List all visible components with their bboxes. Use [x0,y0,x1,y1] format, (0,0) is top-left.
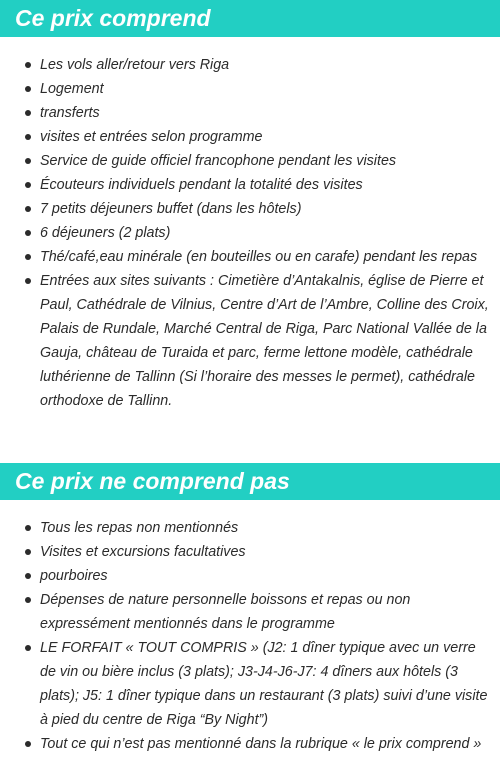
bullet-icon [25,741,31,747]
list-item [0,269,500,413]
bullet-icon [25,549,31,555]
list-item-text: Entrées aux sites suivants : Cimetière d’Antakalnis, église de Pierre et Paul, Cathédrale de Vilnius, Centre d’Art de l’Ambre, Colline des Croix, Palais de Rundale, Marché Central de Riga, Parc National Vallée de la Gauja, château de Turaida et parc, ferme lettone modèle, cathédrale luthérienne de Tallinn (Si l’horaire des messes le permet), cathédrale orthodoxe de Tallinn. [40,273,489,409]
list-item-text: Dépenses de nature personnelle boissons et repas ou non expressément mentionnés dans le programme [40,592,411,632]
list-item-text: Service de guide officiel francophone pendant les visites [40,153,397,169]
bullet-icon [25,134,31,140]
included-title-text: Ce prix comprend [15,5,211,31]
list-item-text: Les vols aller/retour vers Riga [40,57,230,73]
bullet-icon [25,182,31,188]
bullet-icon [25,597,31,603]
list-item [0,516,500,540]
list-item-text: Tout ce qui n’est pas mentionné dans la rubrique « le prix comprend » [40,736,482,752]
list-item [0,197,500,221]
excluded-list [0,516,500,756]
excluded-section-title [0,463,500,500]
list-item-text: pourboires [40,568,108,584]
list-item [0,588,500,636]
list-item-text: Écouteurs individuels pendant la totalité des visites [40,177,363,193]
list-item-text: Logement [40,81,104,97]
bullet-icon [25,573,31,579]
list-item [0,173,500,197]
list-item [0,101,500,125]
bullet-icon [25,230,31,236]
bullet-icon [25,254,31,260]
bullet-icon [25,110,31,116]
list-item-text: Tous les repas non mentionnés [40,520,239,536]
bullet-icon [25,62,31,68]
bullet-icon [25,645,31,651]
excluded-title-text: Ce prix ne comprend pas [15,468,290,494]
included-list [0,53,500,413]
list-item [0,540,500,564]
list-item-text: LE FORFAIT « TOUT COMPRIS » (J2: 1 dîner typique avec un verre de vin ou bière inclus (3 plats); J3-J4-J6-J7: 4 dîners aux hôtels (3 plats); J5: 1 dîner typique dans un restaurant (3 plats) suivi d’une visite à pied du centre de Riga “By Night”) [40,640,488,728]
list-item-text: visites et entrées selon programme [40,129,263,145]
list-item-text: Thé/café,eau minérale (en bouteilles ou en carafe) pendant les repas [40,249,478,265]
list-item [0,149,500,173]
bullet-icon [25,278,31,284]
bullet-icon [25,525,31,531]
list-item-text: Visites et excursions facultatives [40,544,246,560]
list-item [0,564,500,588]
list-item [0,125,500,149]
bullet-icon [25,206,31,212]
list-item [0,53,500,77]
list-item-text: 7 petits déjeuners buffet (dans les hôtels) [40,201,302,217]
bullet-icon [25,158,31,164]
list-item [0,636,500,732]
list-item [0,245,500,269]
included-section-title [0,0,500,37]
list-item [0,221,500,245]
list-item [0,732,500,756]
list-item [0,77,500,101]
bullet-icon [25,86,31,92]
list-item-text: 6 déjeuners (2 plats) [40,225,171,241]
list-item-text: transferts [40,105,100,121]
